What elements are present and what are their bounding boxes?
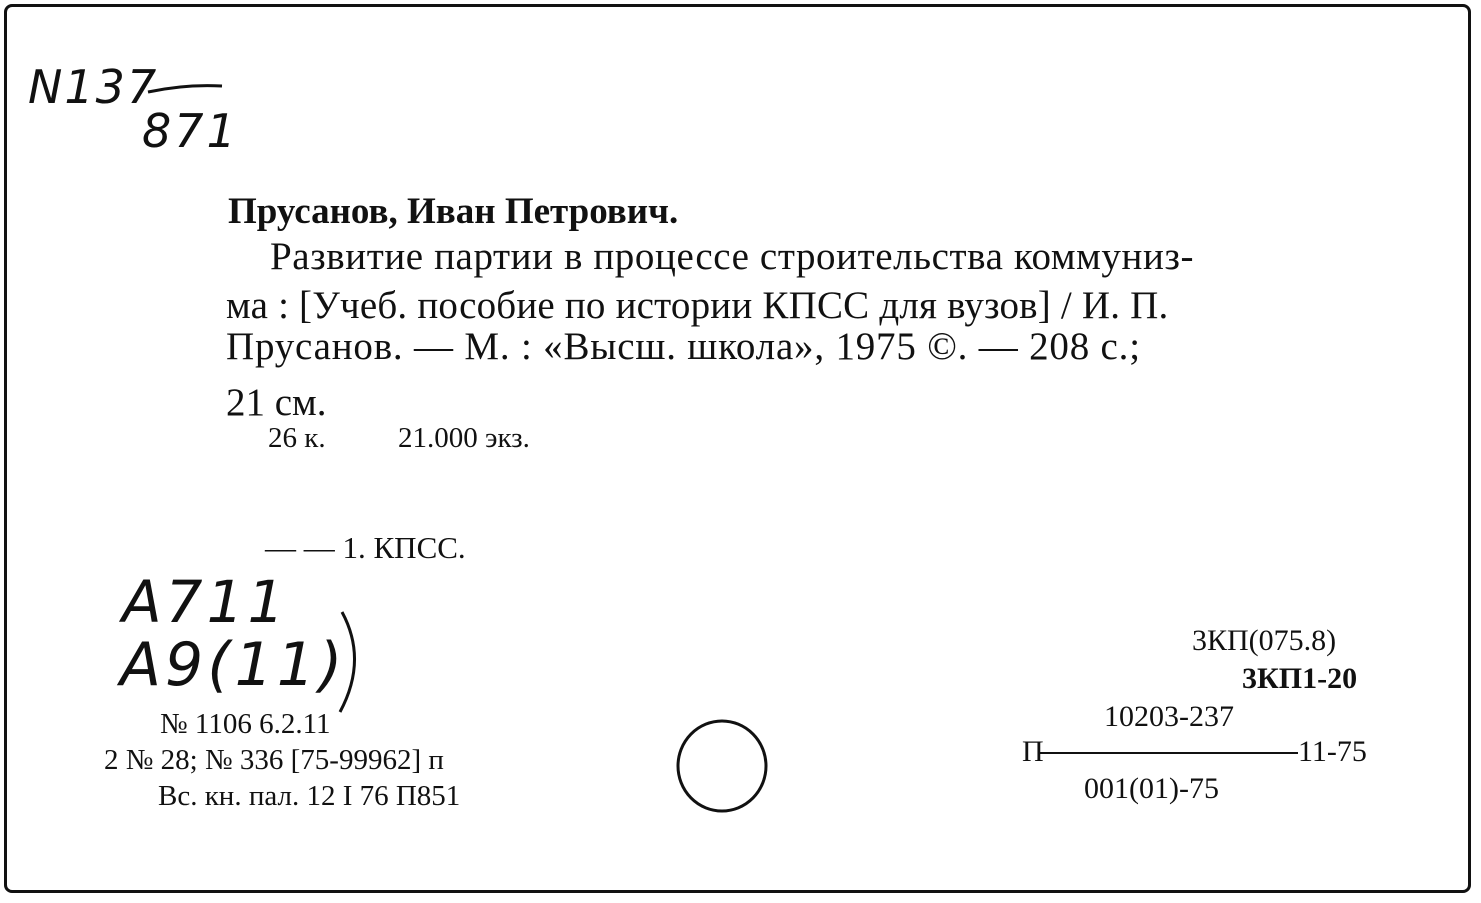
printing-line-1: № 1106 6.2.11 [160,708,331,740]
description-line-3: Прусанов. — М. : «Высш. школа», 1975 ©. — 208 с.; [226,325,1141,368]
handwritten-note-line-2: A9(11) [120,630,347,700]
print-run: 21.000 экз. [398,422,530,454]
subject-heading: — — 1. КПСС. [265,530,466,565]
classification-line-2: 3КП1-20 [1242,662,1358,695]
description-line-4: 21 см. [226,381,327,424]
description-line-1: Развитие партии в процессе строительства коммуниз- [270,235,1195,278]
classification-code-top: 10203-237 [1104,700,1234,733]
classification-code-suffix: 11-75 [1298,735,1367,768]
handwritten-note-line-1: A711 [122,568,289,636]
author-heading: Прусанов, Иван Петрович. [228,191,679,232]
classification-code-bottom: 001(01)-75 [1084,772,1219,805]
handwritten-shelf-mark-top: N137 [28,60,159,114]
punch-hole-circle [678,721,766,811]
classification-line-1: 3КП(075.8) [1192,624,1337,657]
classification-code-prefix: П [1022,735,1044,768]
printing-line-2: 2 № 28; № 336 [75-99962] п [104,744,444,776]
price: 26 к. [268,422,326,454]
handwritten-overline [148,86,222,92]
handwritten-bracket [340,612,355,712]
handwritten-shelf-mark-bottom: 871 [142,104,239,158]
printing-line-3: Вс. кн. пал. 12 I 76 П851 [158,780,461,812]
description-line-2: ма : [Учеб. пособие по истории КПСС для вузов] / И. П. [226,284,1169,327]
